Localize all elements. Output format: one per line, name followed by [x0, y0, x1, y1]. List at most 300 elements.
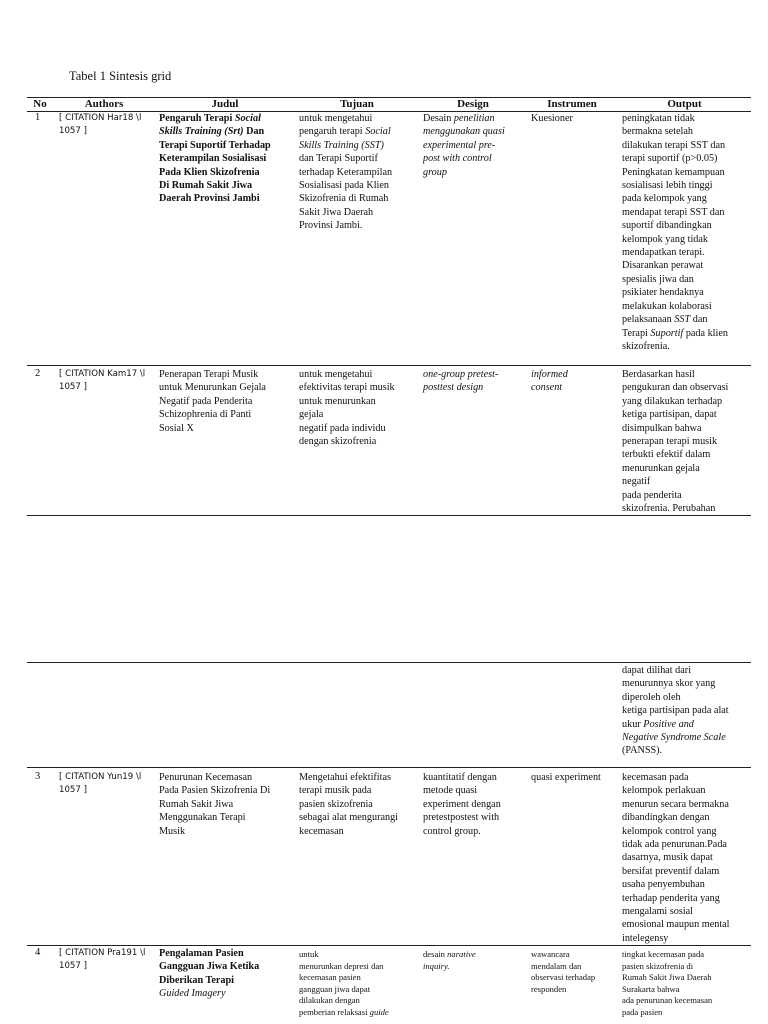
text-run: suportif dibandingkan: [622, 220, 712, 232]
cell-line: [159, 179, 297, 192]
cell-line: [299, 961, 419, 973]
header-judul: Judul: [211, 98, 239, 110]
cell-line: [299, 771, 419, 784]
text-run: dibandingkan dengan: [622, 812, 710, 824]
text-run: group: [423, 166, 447, 178]
cell-line: [622, 112, 750, 125]
text-run: posttest design: [423, 382, 484, 394]
row-3-output: [622, 771, 750, 945]
text-run: pasien skizofrenia: [299, 798, 373, 810]
cell-line: [159, 125, 297, 138]
header-tujuan: Tujuan: [340, 98, 374, 110]
text-run: menurunkan depresi dan: [299, 960, 384, 971]
row-4-judul: [159, 947, 297, 1001]
cell-line: [622, 825, 750, 838]
cell-line: [159, 798, 297, 811]
cell-line: [159, 112, 297, 125]
row-1-design: [423, 112, 525, 179]
header-design: Design: [457, 98, 489, 110]
text-run: narative: [447, 949, 476, 959]
text-run: untuk: [299, 949, 319, 959]
cell-line: [299, 798, 419, 811]
cell-line: [159, 395, 297, 408]
cell-line: [622, 422, 750, 435]
header-no: No: [33, 98, 47, 110]
cell-line: [622, 731, 750, 744]
cell-line: [622, 995, 750, 1007]
text-run: Desain: [423, 113, 454, 124]
row-1-authors: [ CITATION Har18 \l 1057 ]: [59, 113, 142, 137]
text-run: ketiga partisipan, dapat: [622, 409, 717, 421]
cell-line: [622, 259, 750, 272]
cell-line: [299, 125, 419, 138]
text-run: pretestpostest with: [423, 812, 500, 824]
cell-line: [299, 179, 419, 192]
text-run: penelitian: [453, 113, 495, 124]
text-run: psikiater hendaknya: [622, 287, 704, 299]
text-run: Disarankan perawat: [622, 260, 704, 272]
cell-line: [622, 798, 750, 811]
text-run: untuk menurunkan: [299, 395, 376, 407]
text-run: Skizofrenia di Rumah: [299, 193, 389, 205]
text-run: ukur: [622, 718, 644, 730]
text-run: Suportif: [650, 327, 684, 339]
row-3-border: [27, 945, 751, 946]
header-instrumen: Instrumen: [547, 98, 597, 110]
cell-line: [299, 381, 419, 394]
cell-line: [622, 838, 750, 851]
cell-line: [159, 422, 297, 435]
cell-line: [622, 811, 750, 824]
cell-line: [531, 381, 617, 394]
cell-line: [622, 206, 750, 219]
text-run: Guided Imagery: [159, 988, 226, 1000]
cell-line: [531, 949, 617, 961]
cell-line: [423, 784, 525, 797]
text-run: Daerah Provinsi Jambi: [159, 193, 260, 205]
cell-line: [622, 233, 750, 246]
text-run: usaha penyembuhan: [622, 879, 705, 891]
cell-line: [622, 489, 750, 502]
text-run: Sosialisasi pada Klien: [299, 180, 389, 192]
text-run: terhadap Keterampilan: [299, 166, 393, 178]
text-run: Musik: [159, 825, 186, 837]
cell-line: [299, 825, 419, 838]
cell-line: [622, 918, 750, 931]
text-run: pelaksanaan: [622, 314, 675, 326]
text-run: penerapan terapi musik: [622, 436, 718, 448]
text-run: consent: [531, 382, 563, 394]
text-run: informed: [531, 369, 568, 380]
text-run: post with control: [423, 153, 492, 165]
cell-line: [622, 771, 750, 784]
cell-line: [423, 949, 525, 961]
cell-line: [622, 677, 750, 690]
cell-line: [531, 112, 617, 125]
text-run: observasi terhadap: [531, 972, 596, 983]
cell-line: [622, 125, 750, 138]
cell-line: [423, 381, 525, 394]
text-run: emosional maupun mental: [622, 919, 730, 931]
cell-line: [531, 771, 617, 784]
text-run: terapi musik pada: [299, 785, 372, 797]
text-run: Skills Training (SST): [299, 139, 384, 151]
text-run: bermakna setelah: [622, 126, 693, 138]
cell-line: [622, 949, 750, 961]
row-2-judul: [159, 368, 297, 435]
cell-line: [622, 961, 750, 973]
cell-line: [622, 381, 750, 394]
row-4-authors: [ CITATION Pra191 \l 1057 ]: [59, 948, 146, 972]
cell-line: [531, 972, 617, 984]
cell-line: [423, 368, 525, 381]
cell-line: [423, 811, 525, 824]
text-run: Terapi: [622, 327, 651, 339]
cell-line: [622, 246, 750, 259]
text-run: Sakit Jiwa Daerah: [299, 206, 374, 218]
cell-line: [622, 905, 750, 918]
row-3-instrumen: [531, 771, 617, 784]
row-4-tujuan: [299, 949, 419, 1019]
text-run: Penurunan Kecemasan: [159, 772, 253, 783]
cell-line: [159, 192, 297, 205]
text-run: terhadap penderita yang: [622, 892, 720, 904]
cell-line: [159, 166, 297, 179]
text-run: dan Terapi Suportif: [299, 153, 378, 165]
row-1-instrumen: [531, 112, 617, 125]
cell-line: [622, 851, 750, 864]
row-2-output: [622, 368, 750, 515]
cell-line: [622, 784, 750, 797]
text-run: metode quasi: [423, 785, 478, 797]
text-run: wawancara: [531, 949, 570, 959]
cell-line: [159, 811, 297, 824]
text-run: disimpulkan bahwa: [622, 422, 702, 434]
cell-line: [622, 462, 750, 475]
text-run: mendalam dan: [531, 960, 582, 971]
row-3-tujuan: [299, 771, 419, 838]
text-run: mendapat terapi SST dan: [622, 206, 725, 218]
text-run: pemberian relaksasi: [299, 1006, 370, 1017]
text-run: dengan skizofrenia: [299, 436, 377, 448]
cell-line: [622, 152, 750, 165]
cell-line: [299, 949, 419, 961]
row-4-design: [423, 949, 525, 972]
cell-line: [622, 179, 750, 192]
text-run: kecemasan: [299, 825, 344, 837]
cell-line: [622, 448, 750, 461]
text-run: bersifat preventif dalam: [622, 865, 720, 877]
cell-line: [622, 286, 750, 299]
cell-line: [299, 811, 419, 824]
row-3-authors: [ CITATION Yun19 \l 1057 ]: [59, 772, 142, 796]
cell-line: [159, 974, 297, 987]
text-run: gangguan jiwa dapat: [299, 983, 371, 994]
row-2-authors: [ CITATION Kam17 \l 1057 ]: [59, 369, 146, 393]
cell-line: [423, 771, 525, 784]
text-run: peningkatan tidak: [622, 113, 695, 124]
cell-line: [159, 947, 297, 960]
text-run: Pada Klien Skizofrenia: [159, 166, 260, 178]
text-run: Sosial X: [159, 422, 194, 434]
table-caption: Tabel 1 Sintesis grid: [69, 69, 172, 83]
cell-line: [622, 744, 750, 757]
text-run: dan: [690, 314, 708, 326]
cell-line: [622, 878, 750, 891]
row-4-instrumen: [531, 949, 617, 995]
text-run: dilakukan dengan: [299, 995, 360, 1006]
row-4-no: 4: [35, 947, 41, 958]
text-run: inquiry.: [423, 960, 450, 971]
text-run: melakukan kolaborasi: [622, 300, 712, 312]
text-run: experimental pre-: [423, 139, 496, 151]
text-run: Social: [365, 126, 391, 138]
cell-line: [622, 435, 750, 448]
text-run: pada kelompok yang: [622, 193, 707, 205]
text-run: terapi suportif (p>0.05): [622, 153, 718, 165]
text-run: pada klien: [683, 327, 728, 339]
text-run: responden: [531, 983, 567, 994]
text-run: dapat dilihat dari: [622, 665, 692, 676]
cell-line: [299, 139, 419, 152]
cell-line: [531, 368, 617, 381]
cell-line: [299, 368, 419, 381]
text-run: Mengetahui efektifitas: [299, 772, 391, 783]
cell-line: [622, 327, 750, 340]
text-run: Social: [234, 113, 261, 124]
text-run: dasarnya, musik dapat: [622, 852, 713, 864]
cell-line: [159, 368, 297, 381]
cell-line: [622, 408, 750, 421]
cell-line: [622, 984, 750, 996]
text-run: kecemasan pada: [622, 772, 689, 783]
text-run: kuantitatif dengan: [423, 772, 497, 783]
row-3-design: [423, 771, 525, 838]
cell-line: [622, 475, 750, 488]
row-4-output: [622, 949, 750, 1019]
text-run: Rumah Sakit Jiwa Daerah: [622, 972, 712, 983]
row-1-border: [27, 365, 751, 366]
text-run: Kuesioner: [531, 113, 573, 124]
text-run: kelompok control yang: [622, 825, 717, 837]
cell-line: [423, 961, 525, 973]
text-run: one-group pretest-: [423, 369, 499, 380]
row-2-border: [27, 767, 751, 768]
text-run: kelompok yang tidak: [622, 233, 709, 245]
cell-line: [299, 995, 419, 1007]
cell-line: [299, 206, 419, 219]
row-2-output-continued: [622, 664, 750, 758]
cell-line: [159, 139, 297, 152]
text-run: Provinsi Jambi.: [299, 220, 363, 232]
text-run: ketiga partisipan pada alat: [622, 705, 729, 717]
cell-line: [622, 865, 750, 878]
cell-line: [299, 112, 419, 125]
cell-line: [622, 300, 750, 313]
text-run: menurun secara bermakna: [622, 798, 729, 810]
cell-line: [622, 139, 750, 152]
text-run: Negatif pada Penderita: [159, 395, 253, 407]
cell-line: [299, 166, 419, 179]
text-run: diperoleh oleh: [622, 691, 681, 703]
row-3-no: 3: [35, 771, 41, 782]
text-run: mengalami sosial: [622, 906, 694, 918]
row-2-no: 2: [35, 368, 41, 379]
text-run: desain: [423, 949, 448, 959]
cell-line: [622, 932, 750, 945]
page-break-top-border: [27, 662, 751, 663]
text-run: Keterampilan Sosialisasi: [159, 153, 267, 165]
text-run: Di Rumah Sakit Jiwa: [159, 180, 253, 192]
row-1-no: 1: [35, 112, 41, 123]
cell-line: [159, 381, 297, 394]
text-run: pada penderita: [622, 489, 682, 501]
row-2-tujuan: [299, 368, 419, 448]
cell-line: [423, 152, 525, 165]
cell-line: [299, 984, 419, 996]
text-run: Peningkatan kemampuan: [622, 166, 725, 178]
header-authors: Authors: [84, 98, 124, 110]
cell-line: [531, 961, 617, 973]
cell-line: [622, 368, 750, 381]
cell-line: [622, 192, 750, 205]
text-run: Positive and: [643, 718, 694, 730]
text-run: (PANSS).: [622, 745, 663, 757]
text-run: Penerapan Terapi Musik: [159, 369, 259, 380]
cell-line: [299, 219, 419, 232]
row-3-judul: [159, 771, 297, 838]
text-run: mendapatkan terapi.: [622, 247, 705, 259]
row-1-judul: [159, 112, 297, 206]
text-run: Schizophrenia di Panti: [159, 409, 252, 421]
text-run: menurunkan gejala: [622, 462, 700, 474]
text-run: Rumah Sakit Jiwa: [159, 798, 234, 810]
cell-line: [622, 704, 750, 717]
cell-line: [423, 112, 525, 125]
text-run: skizofrenia.: [622, 340, 670, 352]
cell-line: [299, 1007, 419, 1019]
cell-line: [622, 313, 750, 326]
text-run: tingkat kecemasan pada: [622, 949, 705, 959]
text-run: menurunnya skor yang: [622, 678, 716, 690]
cell-line: [622, 664, 750, 677]
cell-line: [423, 166, 525, 179]
cell-line: [622, 892, 750, 905]
text-run: kecemasan pasien: [299, 972, 361, 983]
cell-line: [622, 340, 750, 353]
text-run: guide: [369, 1006, 389, 1017]
cell-line: [299, 408, 419, 421]
text-run: terbukti efektif dalam: [622, 449, 711, 461]
text-run: untuk Menurunkan Gejala: [159, 382, 266, 394]
text-run: untuk mengetahui: [299, 113, 373, 124]
text-run: Dan: [246, 126, 265, 138]
text-run: Menggunakan Terapi: [159, 812, 246, 824]
text-run: tidak ada penurunan.Pada: [622, 839, 727, 851]
text-run: Pengalaman Pasien: [159, 948, 244, 959]
text-run: Terapi Suportif Terhadap: [159, 139, 271, 151]
cell-line: [299, 152, 419, 165]
row-1-tujuan: [299, 112, 419, 233]
cell-line: [423, 798, 525, 811]
text-run: Gangguan Jiwa Ketika: [159, 961, 260, 973]
text-run: negatif pada individu: [299, 422, 386, 434]
cell-line: [159, 825, 297, 838]
cell-line: [531, 984, 617, 996]
cell-line: [622, 502, 750, 515]
cell-line: [622, 273, 750, 286]
text-run: dilakukan terapi SST dan: [622, 139, 726, 151]
row-1-output: [622, 112, 750, 353]
cell-line: [159, 960, 297, 973]
cell-line: [423, 125, 525, 138]
text-run: sebagai alat mengurangi: [299, 812, 399, 824]
text-run: skizofrenia. Perubahan: [622, 503, 716, 515]
cell-line: [159, 987, 297, 1000]
row-2-instrumen: [531, 368, 617, 395]
cell-line: [622, 219, 750, 232]
cell-line: [159, 408, 297, 421]
cell-line: [622, 718, 750, 731]
text-run: yang dilakukan terhadap: [622, 395, 723, 407]
text-run: gejala: [299, 409, 324, 421]
cell-line: [423, 139, 525, 152]
text-run: kelompok perlakuan: [622, 785, 706, 797]
text-run: efektivitas terapi musik: [299, 382, 395, 394]
text-run: experiment dengan: [423, 798, 501, 810]
cell-line: [423, 825, 525, 838]
text-run: pengukuran dan observasi: [622, 382, 729, 394]
cell-line: [299, 435, 419, 448]
text-run: pengaruh terapi: [299, 126, 366, 138]
header-output: Output: [667, 98, 702, 110]
text-run: pada pasien: [622, 1006, 663, 1017]
text-run: control group.: [423, 825, 481, 837]
text-run: intelegensy: [622, 932, 669, 944]
text-run: Skills Training (Srt): [159, 126, 247, 138]
text-run: sosialisasi lebih tinggi: [622, 180, 713, 192]
cell-line: [299, 395, 419, 408]
page-break-bottom-border: [27, 515, 751, 516]
cell-line: [159, 784, 297, 797]
row-2-design: [423, 368, 525, 395]
cell-line: [299, 192, 419, 205]
cell-line: [622, 395, 750, 408]
cell-line: [622, 166, 750, 179]
text-run: Negative Syndrome Scale: [622, 732, 726, 744]
cell-line: [159, 152, 297, 165]
cell-line: [299, 972, 419, 984]
cell-line: [159, 771, 297, 784]
text-run: Berdasarkan hasil: [622, 369, 695, 380]
cell-line: [299, 784, 419, 797]
text-run: quasi experiment: [531, 772, 601, 783]
text-run: menggunakan quasi: [423, 126, 505, 138]
text-run: SST: [674, 314, 691, 326]
text-run: Pada Pasien Skizofrenia Di: [159, 785, 271, 797]
text-run: negatif: [622, 476, 651, 488]
cell-line: [622, 972, 750, 984]
text-run: spesialis jiwa dan: [622, 273, 694, 285]
text-run: Diberikan Terapi: [159, 974, 235, 986]
cell-line: [299, 422, 419, 435]
text-run: Surakarta bahwa: [622, 983, 680, 994]
text-run: pasien skizofrenia di: [622, 960, 694, 971]
text-run: untuk mengetahui: [299, 369, 373, 380]
cell-line: [622, 691, 750, 704]
cell-line: [622, 1007, 750, 1019]
text-run: Pengaruh Terapi: [159, 113, 235, 124]
